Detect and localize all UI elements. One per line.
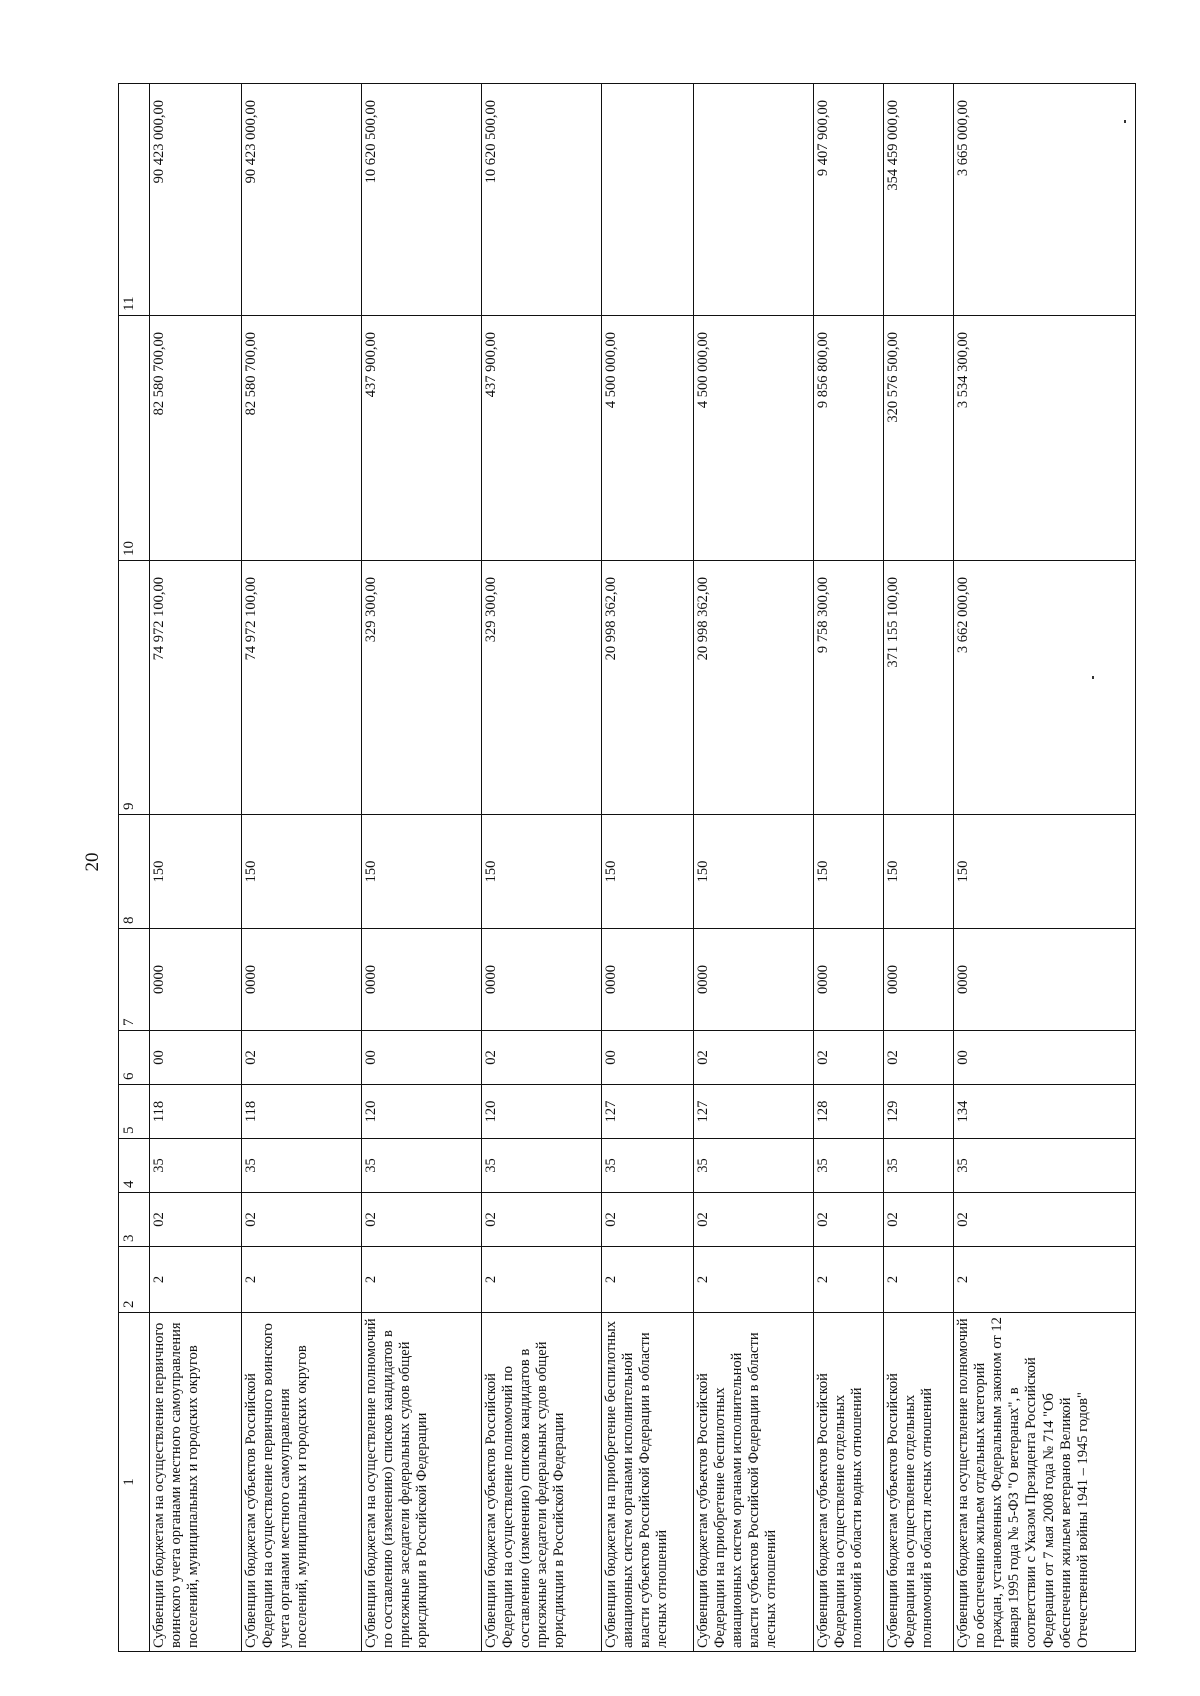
code-cell: 0000 (150, 929, 242, 1031)
row-description: Субвенции бюджетам субъектов Российской Федерации на осуществление первичного воинского учета органами местного самоуправления поселений, муниципальных и городских округов (242, 1313, 362, 1652)
row-description: Субвенции бюджетам субъектов Российской Федерации на осуществление отдельных полномочий в области водных отношений (814, 1313, 884, 1652)
code-cell: 00 (150, 1031, 242, 1085)
table-row (482, 84, 602, 1652)
code-cell: 127 (602, 1085, 694, 1139)
column-header: 11 (119, 84, 150, 316)
amount-cell: 82 580 700,00 (150, 316, 242, 561)
code-cell: 0000 (884, 929, 954, 1031)
code-cell: 02 (694, 1031, 814, 1085)
amount-cell: 3 665 000,00 (954, 84, 1136, 316)
code-cell: 2 (242, 1247, 362, 1313)
code-cell: 2 (602, 1247, 694, 1313)
row-description: Субвенции бюджетам на осуществление полномочий по составлению (изменению) списков кандидатов в присяжные заседатели федеральных судов общей юрисдикции в Российской Федерации (362, 1313, 482, 1652)
code-cell: 02 (602, 1193, 694, 1247)
amount-cell: 10 620 500,00 (362, 84, 482, 316)
amount-cell: 9 407 900,00 (814, 84, 884, 316)
amount-cell: 9 856 800,00 (814, 316, 884, 561)
code-cell: 35 (814, 1139, 884, 1193)
code-cell: 35 (362, 1139, 482, 1193)
code-cell: 150 (602, 815, 694, 929)
page-number: 20 (82, 852, 103, 872)
code-cell: 02 (694, 1193, 814, 1247)
table-body (119, 84, 1136, 1652)
scan-speck (1124, 120, 1126, 123)
column-header: 4 (119, 1139, 150, 1193)
code-cell: 02 (482, 1193, 602, 1247)
amount-cell: 90 423 000,00 (150, 84, 242, 316)
code-cell: 150 (814, 815, 884, 929)
code-cell: 128 (814, 1085, 884, 1139)
code-cell: 00 (602, 1031, 694, 1085)
table-row (150, 84, 242, 1652)
amount-cell: 20 998 362,00 (602, 561, 694, 815)
column-header: 3 (119, 1193, 150, 1247)
code-cell: 2 (884, 1247, 954, 1313)
code-cell: 150 (482, 815, 602, 929)
code-cell: 35 (954, 1139, 1136, 1193)
code-cell: 02 (362, 1193, 482, 1247)
code-cell: 0000 (602, 929, 694, 1031)
code-cell: 02 (884, 1193, 954, 1247)
amount-cell: 4 500 000,00 (694, 316, 814, 561)
code-cell: 0000 (814, 929, 884, 1031)
code-cell: 35 (150, 1139, 242, 1193)
rotated-page (70, 84, 1170, 1652)
scan-speck (1092, 676, 1094, 679)
code-cell: 00 (954, 1031, 1136, 1085)
row-description: Субвенции бюджетам субъектов Российской Федерации на осуществление отдельных полномочий в области лесных отношений (884, 1313, 954, 1652)
amount-cell (694, 84, 814, 316)
code-cell: 0000 (954, 929, 1136, 1031)
code-cell: 35 (602, 1139, 694, 1193)
table-row (362, 84, 482, 1652)
row-description: Субвенции бюджетам на осуществление первичного воинского учета органами местного самоуправления поселений, муниципальных и городских округов (150, 1313, 242, 1652)
code-cell: 02 (954, 1193, 1136, 1247)
column-header: 10 (119, 316, 150, 561)
amount-cell: 74 972 100,00 (150, 561, 242, 815)
code-cell: 00 (362, 1031, 482, 1085)
code-cell: 02 (242, 1031, 362, 1085)
column-header: 2 (119, 1247, 150, 1313)
code-cell: 2 (814, 1247, 884, 1313)
code-cell: 150 (150, 815, 242, 929)
amount-cell: 437 900,00 (482, 316, 602, 561)
table-row (884, 84, 954, 1652)
code-cell: 02 (814, 1193, 884, 1247)
table-row (602, 84, 694, 1652)
row-description: Субвенции бюджетам на осуществление полномочий по обеспечению жильем отдельных категорий граждан, установленных Федеральным законом от 12 января 1995 года № 5-ФЗ "О ветеранах", в соответствии с Указом Президента Российской Федерации от 7 мая 2008 года № 714 "Об обеспечении жильем ветеранов Великой Отечественной войны 1941 – 1945 годов" (954, 1313, 1136, 1652)
code-cell: 150 (242, 815, 362, 929)
code-cell: 0000 (694, 929, 814, 1031)
header-row (119, 84, 150, 1652)
amount-cell: 3 534 300,00 (954, 316, 1136, 561)
code-cell: 02 (884, 1031, 954, 1085)
code-cell: 129 (884, 1085, 954, 1139)
row-description: Субвенции бюджетам на приобретение беспилотных авиационных систем органами исполнительной власти субъектов Российской Федерации в области лесных отношений (602, 1313, 694, 1652)
code-cell: 150 (362, 815, 482, 929)
code-cell: 0000 (482, 929, 602, 1031)
code-cell: 118 (150, 1085, 242, 1139)
amount-cell: 4 500 000,00 (602, 316, 694, 561)
code-cell: 118 (242, 1085, 362, 1139)
amount-cell: 371 155 100,00 (884, 561, 954, 815)
code-cell: 2 (694, 1247, 814, 1313)
code-cell: 2 (482, 1247, 602, 1313)
amount-cell: 90 423 000,00 (242, 84, 362, 316)
amount-cell (602, 84, 694, 316)
column-header: 9 (119, 561, 150, 815)
column-header: 8 (119, 815, 150, 929)
code-cell: 150 (884, 815, 954, 929)
code-cell: 35 (242, 1139, 362, 1193)
code-cell: 35 (694, 1139, 814, 1193)
amount-cell: 3 662 000,00 (954, 561, 1136, 815)
code-cell: 120 (482, 1085, 602, 1139)
budget-table (118, 83, 1136, 1652)
code-cell: 2 (362, 1247, 482, 1313)
column-header: 1 (119, 1313, 150, 1652)
amount-cell: 10 620 500,00 (482, 84, 602, 316)
code-cell: 120 (362, 1085, 482, 1139)
row-description: Субвенции бюджетам субъектов Российской Федерации на осуществление полномочий по составлению (изменению) списков кандидатов в присяжные заседатели федеральных судов общей юрисдикции в Российской Федерации (482, 1313, 602, 1652)
table-row (694, 84, 814, 1652)
amount-cell: 9 758 300,00 (814, 561, 884, 815)
table-row (242, 84, 362, 1652)
amount-cell: 437 900,00 (362, 316, 482, 561)
code-cell: 02 (814, 1031, 884, 1085)
code-cell: 134 (954, 1085, 1136, 1139)
code-cell: 0000 (242, 929, 362, 1031)
code-cell: 02 (482, 1031, 602, 1085)
code-cell: 2 (150, 1247, 242, 1313)
code-cell: 35 (884, 1139, 954, 1193)
amount-cell: 354 459 000,00 (884, 84, 954, 316)
amount-cell: 74 972 100,00 (242, 561, 362, 815)
column-header: 7 (119, 929, 150, 1031)
amount-cell: 20 998 362,00 (694, 561, 814, 815)
code-cell: 150 (954, 815, 1136, 929)
column-header: 5 (119, 1085, 150, 1139)
amount-cell: 329 300,00 (362, 561, 482, 815)
code-cell: 127 (694, 1085, 814, 1139)
code-cell: 02 (242, 1193, 362, 1247)
code-cell: 35 (482, 1139, 602, 1193)
table-row (814, 84, 884, 1652)
code-cell: 02 (150, 1193, 242, 1247)
table-row (954, 84, 1136, 1652)
code-cell: 2 (954, 1247, 1136, 1313)
row-description: Субвенции бюджетам субъектов Российской Федерации на приобретение беспилотных авиационных систем органами исполнительной власти субъектов Российской Федерации в области лесных отношений (694, 1313, 814, 1652)
amount-cell: 329 300,00 (482, 561, 602, 815)
amount-cell: 82 580 700,00 (242, 316, 362, 561)
amount-cell: 320 576 500,00 (884, 316, 954, 561)
column-header: 6 (119, 1031, 150, 1085)
code-cell: 150 (694, 815, 814, 929)
code-cell: 0000 (362, 929, 482, 1031)
